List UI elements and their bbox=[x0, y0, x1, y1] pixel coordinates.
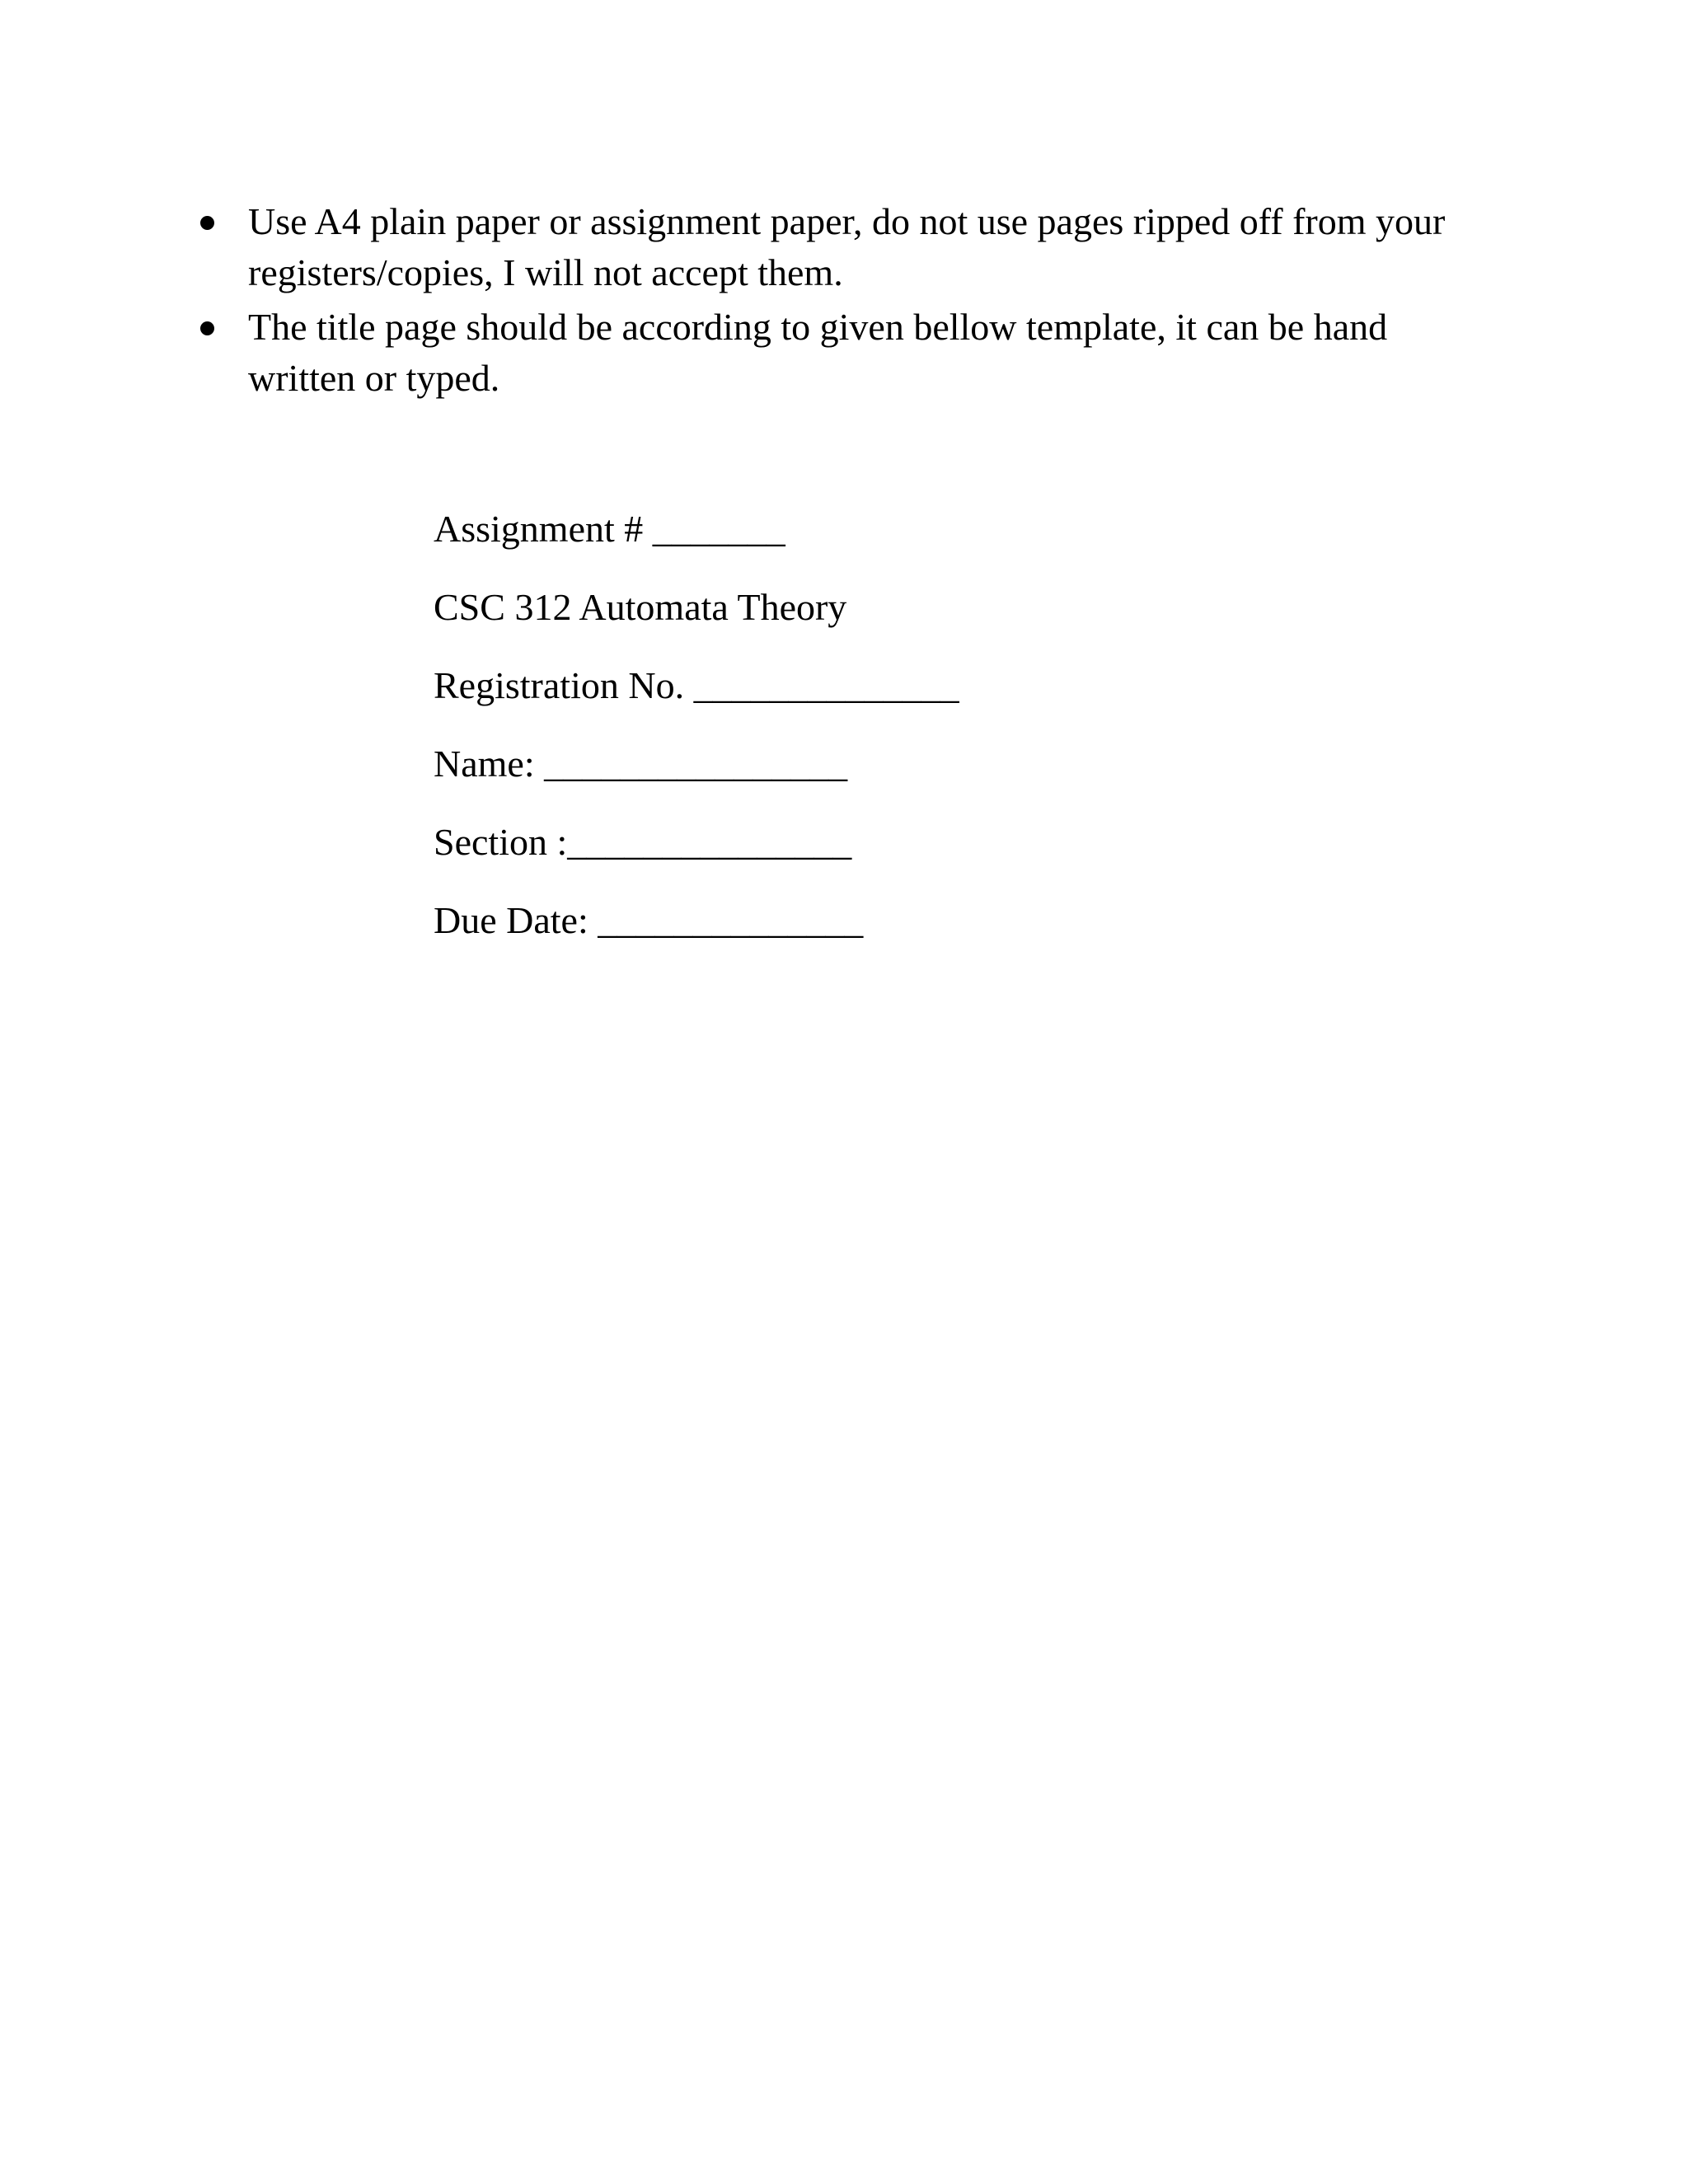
bullet-icon bbox=[200, 321, 214, 335]
due-date-line: Due Date: ______________ bbox=[434, 899, 864, 941]
instruction-list bbox=[192, 196, 1494, 407]
instruction-item bbox=[192, 302, 1494, 404]
bullet-icon bbox=[200, 216, 214, 230]
instruction-text: The title page should be according to given bellow template, it can be hand written or typed. bbox=[248, 306, 1388, 399]
instruction-text: Use A4 plain paper or assignment paper, do not use pages ripped off from your registers/copies, I will not accept them. bbox=[248, 200, 1446, 293]
name-line: Name: ________________ bbox=[434, 743, 848, 785]
assignment-number-line: Assignment # _______ bbox=[434, 508, 785, 550]
title-page-template bbox=[434, 504, 1175, 974]
section-line: Section :_______________ bbox=[434, 821, 852, 863]
instruction-item bbox=[192, 196, 1494, 298]
registration-line: Registration No. ______________ bbox=[434, 664, 959, 706]
course-line: CSC 312 Automata Theory bbox=[434, 586, 847, 628]
